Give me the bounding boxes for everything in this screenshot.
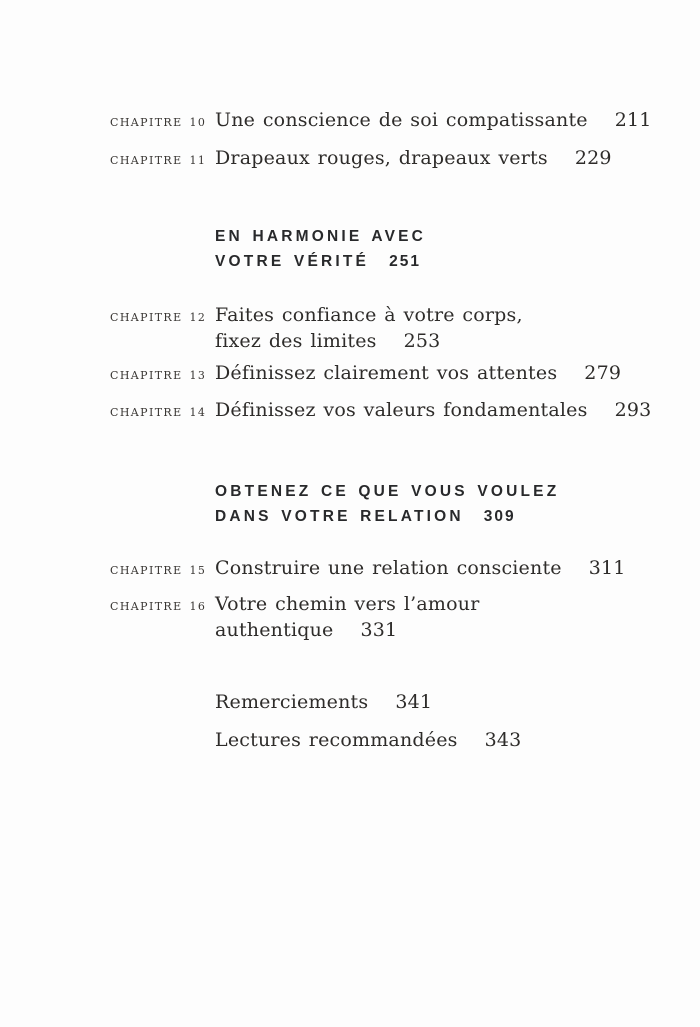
toc-entry-chapter-12 (110, 302, 660, 354)
page-number: 279 (584, 362, 622, 384)
toc-entry-lectures-recommandees (215, 727, 660, 753)
toc-entry-chapter-10 (110, 107, 660, 136)
chapter-title-text: Définissez vos valeurs fondamentales (215, 399, 588, 421)
section-heading-harmonie (215, 224, 660, 274)
back-matter-title: Lectures recommandées (215, 729, 458, 751)
chapter-label: CHAPITRE 16 (110, 600, 207, 613)
chapter-label: CHAPITRE 15 (110, 564, 207, 577)
chapter-title-text: Votre chemin vers l’amour authentique (215, 593, 480, 641)
chapter-title-text: Définissez clairement vos attentes (215, 362, 558, 384)
chapter-label: CHAPITRE 12 (110, 311, 207, 324)
section-heading-line1: EN HARMONIE AVEC (215, 228, 427, 245)
page-number: 251 (389, 253, 421, 270)
page-number: 229 (574, 147, 612, 169)
page-number: 309 (483, 508, 516, 525)
chapter-title-text: Une conscience de soi compatissante (215, 109, 588, 131)
table-of-contents (110, 107, 660, 753)
chapter-title-text-line2: fixez des limites (215, 330, 377, 352)
toc-entry-chapter-13 (110, 360, 660, 389)
section-heading-line2: DANS VOTRE RELATION (215, 508, 464, 525)
page-number: 343 (484, 729, 522, 751)
section-heading-relation (215, 479, 660, 529)
back-matter-title: Remerciements (215, 691, 369, 713)
toc-entry-chapter-16 (110, 591, 660, 643)
chapter-title (215, 107, 660, 133)
page-number: 331 (360, 619, 398, 641)
section-heading-line1: OBTENEZ CE QUE VOUS VOULEZ (215, 483, 560, 500)
chapter-title (215, 555, 660, 581)
chapter-title-text: Construire une relation consciente (215, 557, 562, 579)
toc-entry-chapter-15 (110, 555, 660, 584)
chapter-title (215, 302, 660, 354)
chapter-title (215, 145, 660, 171)
chapter-label: CHAPITRE 13 (110, 369, 207, 382)
toc-entry-chapter-14 (110, 397, 660, 426)
chapter-title-text: Drapeaux rouges, drapeaux verts (215, 147, 548, 169)
page-number: 341 (395, 691, 433, 713)
section-heading-line2: VOTRE VÉRITÉ (215, 253, 370, 270)
chapter-label: CHAPITRE 10 (110, 116, 207, 129)
page-number: 311 (588, 557, 626, 579)
page-number: 293 (614, 399, 652, 421)
chapter-label: CHAPITRE 14 (110, 406, 207, 419)
chapter-label: CHAPITRE 11 (110, 154, 207, 167)
page-number: 211 (614, 109, 652, 131)
chapter-title (215, 397, 660, 423)
chapter-title (215, 360, 660, 386)
toc-entry-chapter-11 (110, 145, 660, 174)
chapter-title-text: Faites confiance à votre corps, (215, 304, 523, 326)
toc-entry-remerciements (215, 689, 660, 715)
chapter-title (215, 591, 660, 643)
page-number: 253 (403, 330, 441, 352)
